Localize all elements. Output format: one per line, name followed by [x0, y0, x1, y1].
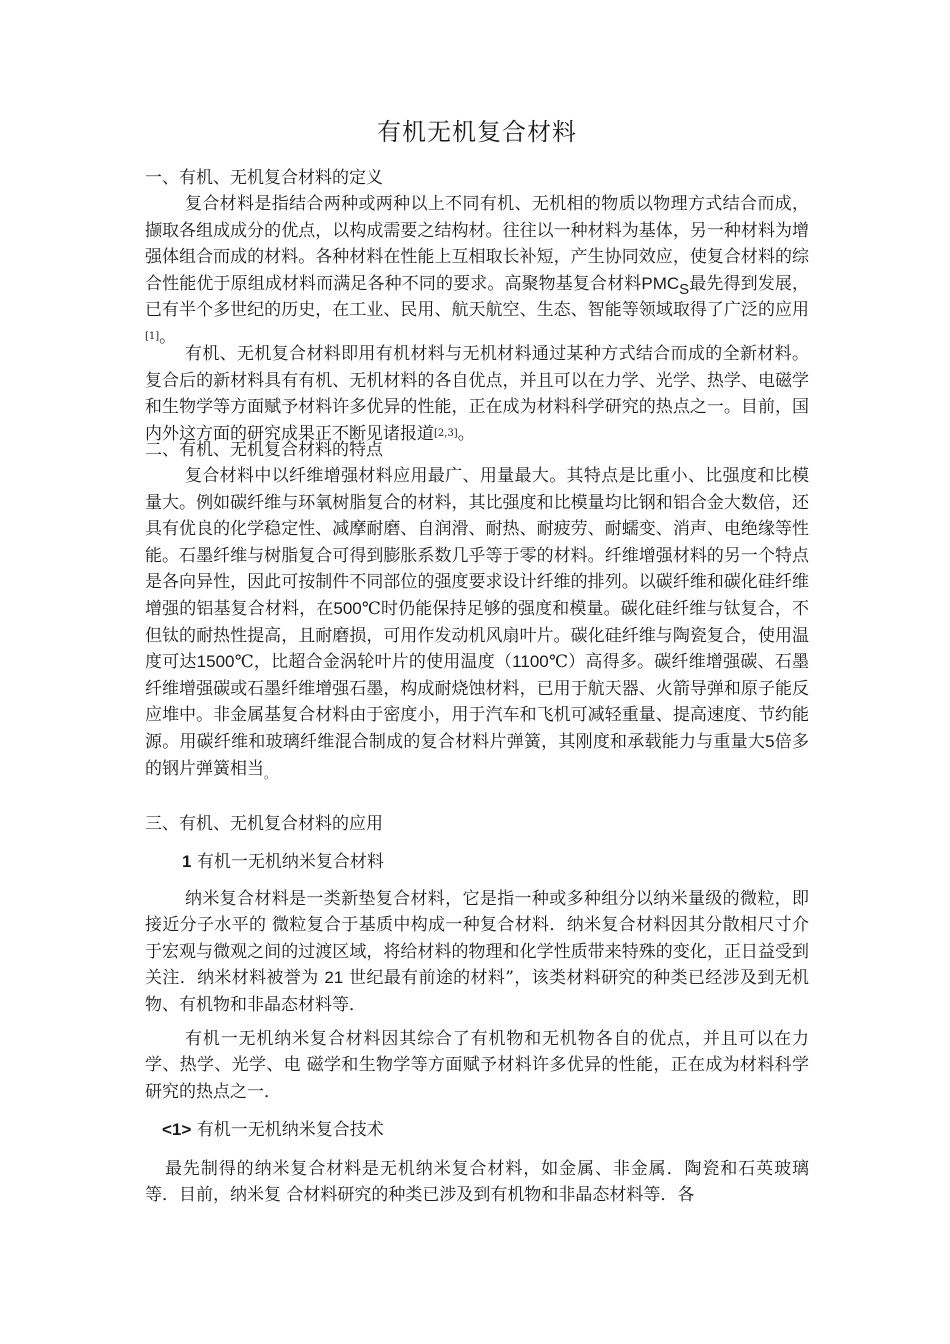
section1-paragraph-1-text-2: 最先得到发展，已有半个多世纪的历史，在工业、民用、航天航空、生态、智能等领域取得了广泛的应用: [145, 273, 810, 321]
section2-paragraph-1-text-3: ℃，比超合金涡轮叶片的使用温度（: [234, 652, 513, 673]
section2-paragraph-1-text-4: ℃）高得多。碳纤维增强碳、石墨纤维增强碳或石墨纤维增强石墨，构成耐烧蚀材料，已用于航天器、火箭导弹和原子能反应堆中。非金属基复合材料由于密度小，用于汽车和飞机可减轻重量、提高速度、节约能源。用碳纤维和玻璃纤维混合制成的复合材料片弹簧，其刚度和承载能力与重量大: [145, 652, 809, 752]
temperature-1100: 1100: [512, 652, 549, 672]
subsection-1-heading: [145, 849, 846, 876]
document-title: 有机无机复合材料: [377, 118, 577, 146]
section2-paragraph-1: [145, 463, 809, 787]
section1-paragraph-1-end: 。: [159, 326, 177, 347]
section2-paragraph-1-text-2: ℃时仍能保持足够的强度和模量。碳化硅纤维与钛复合，不但钛的耐热性提高，且耐磨损，可用作发动机风扇叶片。碳化硅纤维与陶瓷复合，使用温度可达: [145, 598, 809, 673]
section3-heading: 三、有机、无机复合材料的应用: [145, 814, 383, 834]
section1-paragraph-2-end: 。: [457, 423, 475, 444]
section2-paragraph-1-end: 。: [264, 766, 277, 781]
number-5: 5: [765, 731, 775, 751]
section2-heading: 二、有机、无机复合材料的特点: [145, 440, 383, 460]
section3-paragraph-3: 最先制得的纳米复合材料是无机纳米复合材料，如金属、非金属．陶瓷和石英玻璃等．目前，纳米复 合材料研究的种类已涉及到有机物和非晶态材料等．各: [145, 1159, 809, 1206]
temperature-500: 500: [333, 598, 362, 618]
section1-paragraph-2-text: 有机、无机复合材料即用有机材料与无机材料通过某种方式结合而成的全新材料。复合后的新材料具有有机、无机材料的各自优点，并且可以在力学、光学、热学、电磁学和生物学等方面赋予材料许多优异的性能，正在成为材料科学研究的热点之一。目前，国内外这方面的研究成果正不断见诸报道: [145, 344, 809, 444]
section3-paragraph-1-text: 纳米复合材料是一类新垫复合材料，它是指一种或多种组分以纳米量级的微粒，即接近分子水平的 微粒复合于基质中构成一种复合材料．纳米复合材料因其分散相尺寸介于宏观与微观之间的过渡区域，将给材料的物理和化学性质带来特殊的变化，正日益受到关注．纳米材料被誉为: [145, 889, 809, 989]
subsection-1-title: 有机一无机纳米复合材料: [196, 852, 384, 872]
section1-paragraph-1-text: 复合材料是指结合两种或两种以上不同有机、无机相的物质以物理方式结合而成，撷取各组成成分的优点，以构成需要之结构材。往往以一种材料为基体，另一种材料为增强体组合而成的材料。各种材料在性能上互相取长补短，产生协同效应，使复合材料的综合性能优于原组成材料而满足各种不同的要求。高聚物基复合材料: [145, 194, 809, 294]
section1-paragraph-1: [145, 191, 809, 351]
section2-paragraph-1-text: 复合材料中以纤维增强材料应用最广、用量最大。其特点是比重小、比强度和比模量大。例如碳纤维与环氧树脂复合的材料，其比强度和比模量均比钢和铝合金大数倍，还具有优良的化学稳定性、减摩耐磨、自润滑、耐热、耐疲劳、耐蠕变、消声、电绝缘等性能。石墨纤维与树脂复合可得到膨胀系数几乎等于零的材料。纤维增强材料的另一个特点是各向异性，因此可按制件不同部位的强度要求设计纤维的排列。以碳纤维和碳化硅纤维增强的铝基复合材料，在: [145, 466, 809, 619]
pmc-subscript: S: [679, 280, 690, 298]
citation-1: [1]: [145, 330, 160, 342]
century-21: 21: [324, 968, 344, 988]
section1-heading: 一、有机、无机复合材料的定义: [145, 168, 383, 188]
section3-paragraph-2: 有机一无机纳米复合材料因其综合了有机物和无机物各自的优点，并且可以在力学、热学、光学、电 磁学和生物学等方面赋予材料许多优异的性能，正在成为材料科学研究的热点之一．: [145, 1029, 809, 1102]
citation-2-3: [2,3]: [434, 427, 458, 439]
subsection-1-1-heading: [145, 1117, 826, 1144]
section3-paragraph-1: [145, 886, 809, 1018]
section2-paragraph-1-text-5: 倍多的钢片弹簧相当: [145, 731, 810, 779]
subsection-1-number: 1: [182, 852, 192, 871]
section3-paragraph-1-text-2: 世纪最有前途的材料”，该类材料研究的种类已经涉及到无机物、有机物和非晶态材料等．: [145, 968, 810, 1015]
subsection-1-1-title: 有机一无机纳米复合技术: [196, 1120, 384, 1140]
temperature-1500: 1500: [196, 652, 235, 672]
pmc-term: PMC: [641, 273, 680, 293]
subsection-1-1-number: <1>: [162, 1120, 192, 1139]
section1-paragraph-2: [145, 341, 809, 447]
